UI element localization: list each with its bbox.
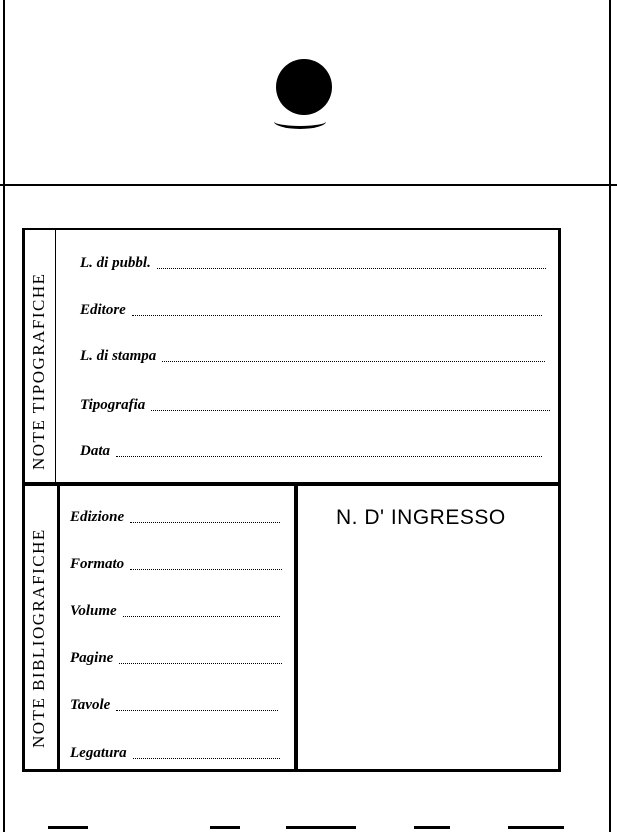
dotted-entry-line	[162, 360, 545, 362]
scan-artifact-line	[210, 826, 240, 829]
ingresso-number-label: N. D' INGRESSO	[336, 506, 506, 529]
card-left-edge	[3, 0, 5, 832]
field-label: Tipografia	[80, 397, 146, 413]
field-luogo-stampa[interactable]	[80, 348, 545, 365]
scan-artifact-line	[48, 826, 88, 829]
fold-line	[0, 184, 617, 186]
section-title-bibliografiche: NOTE BIBLIOGRAFICHE	[29, 528, 48, 748]
field-tavole[interactable]	[70, 697, 278, 714]
field-data[interactable]	[80, 443, 542, 460]
dotted-entry-line	[116, 455, 542, 457]
dotted-entry-line	[130, 521, 280, 523]
punch-hole-shadow	[274, 114, 326, 129]
card-right-edge	[609, 0, 611, 832]
dotted-entry-line	[133, 757, 280, 759]
field-volume[interactable]	[70, 603, 280, 620]
field-legatura[interactable]	[70, 745, 280, 762]
scan-artifact-line	[508, 826, 564, 829]
field-formato[interactable]	[70, 556, 282, 573]
field-label: Formato	[70, 556, 125, 572]
scan-artifact-line	[286, 826, 356, 829]
field-label: Editore	[80, 302, 126, 318]
field-tipografia[interactable]	[80, 397, 550, 414]
field-luogo-pubblicazione[interactable]	[80, 255, 546, 272]
field-label: L. di stampa	[80, 348, 157, 364]
dotted-entry-line	[130, 568, 282, 570]
dotted-entry-line	[157, 267, 546, 269]
field-label: Data	[80, 443, 110, 459]
field-label: Tavole	[70, 697, 111, 713]
field-label: L. di pubbl.	[80, 255, 151, 271]
dotted-entry-line	[119, 662, 282, 664]
title-column-divider-bottom	[57, 486, 60, 770]
dotted-entry-line	[132, 314, 542, 316]
field-edizione[interactable]	[70, 509, 280, 526]
dotted-entry-line	[116, 709, 278, 711]
field-editore[interactable]	[80, 302, 542, 319]
section-divider	[22, 482, 561, 486]
field-label: Volume	[70, 603, 117, 619]
dotted-entry-line	[151, 409, 550, 411]
scan-artifact-line	[414, 826, 450, 829]
field-label: Edizione	[70, 509, 125, 525]
punch-hole-icon	[276, 59, 332, 115]
field-label: Pagine	[70, 650, 114, 666]
field-label: Legatura	[70, 745, 127, 761]
ingresso-column-divider	[294, 486, 298, 770]
title-column-divider-top	[55, 230, 56, 482]
dotted-entry-line	[123, 615, 280, 617]
field-pagine[interactable]	[70, 650, 282, 667]
section-title-tipografiche: NOTE TIPOGRAFICHE	[29, 272, 48, 470]
